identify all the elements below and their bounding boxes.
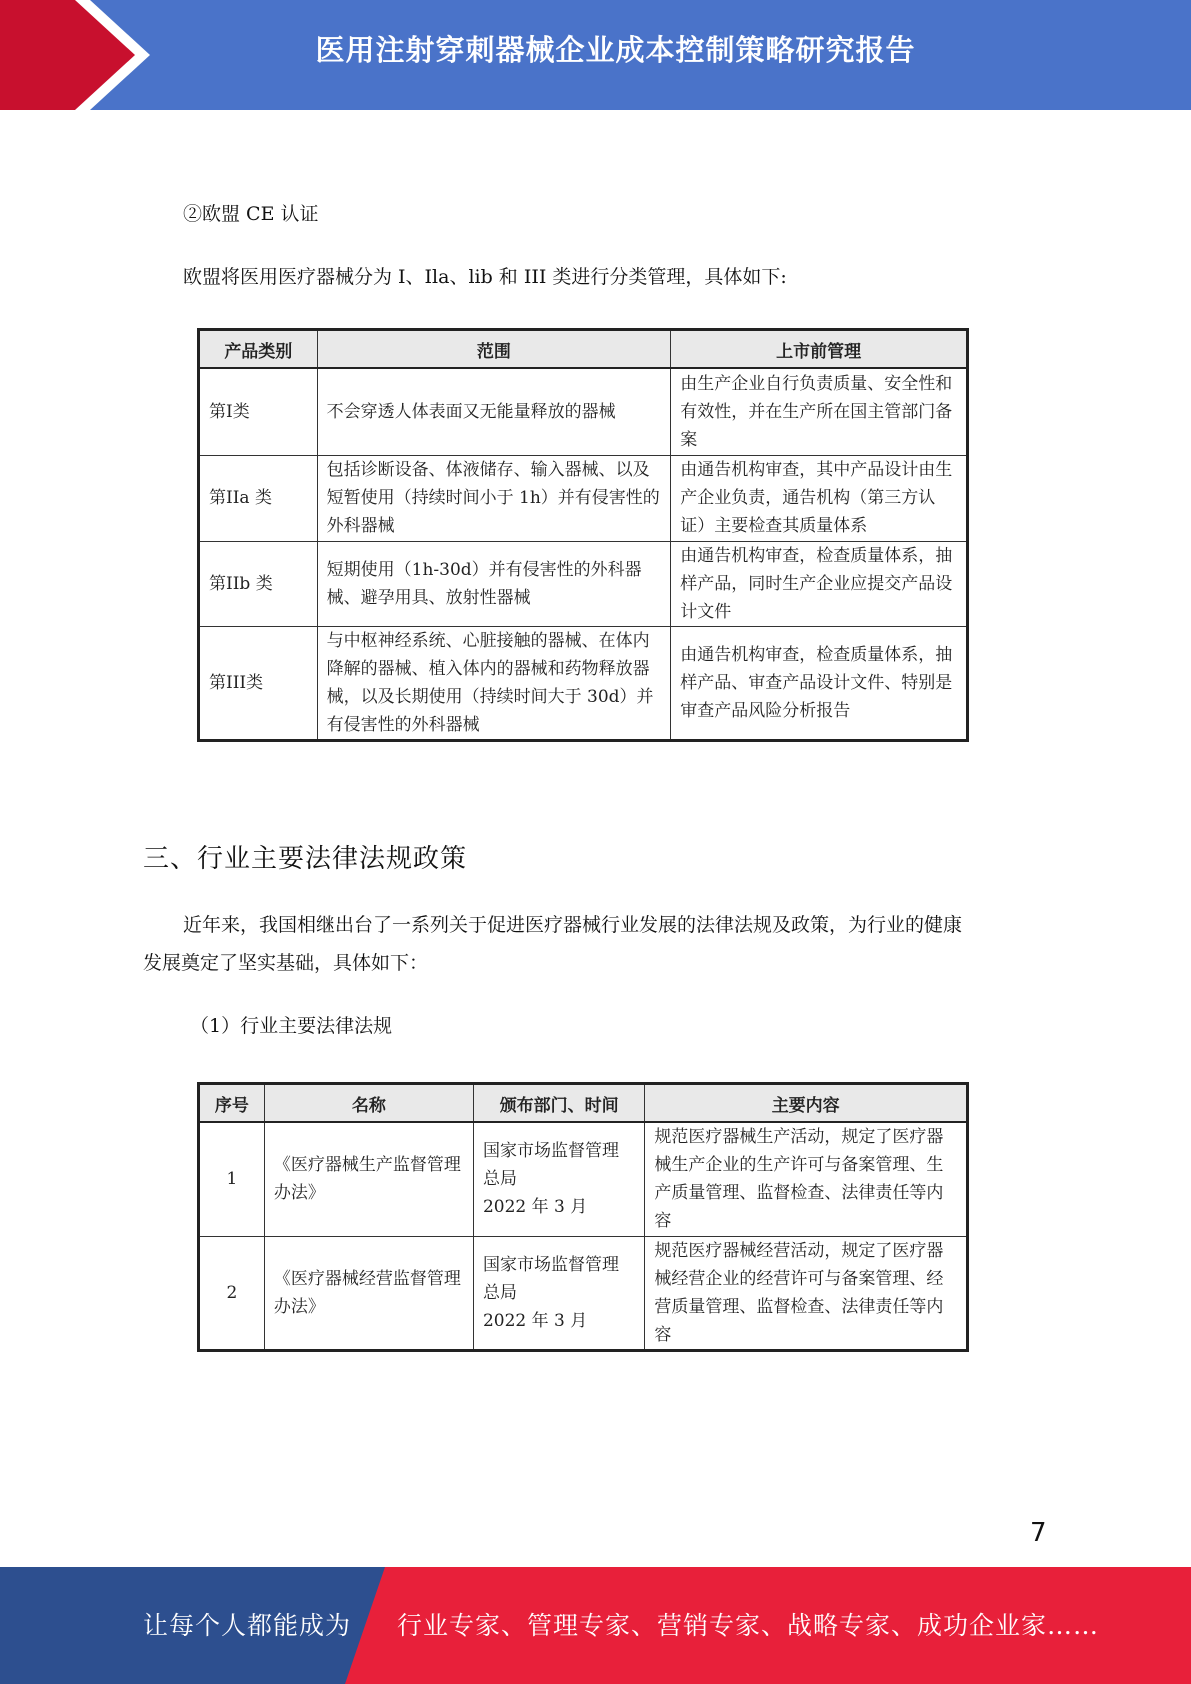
page-header bbox=[0, 0, 1191, 110]
management-cell: 由通告机构审查，检查质量体系，抽样产品，同时生产企业应提交产品设计文件 bbox=[671, 541, 968, 626]
column-header: 名称 bbox=[264, 1084, 473, 1123]
table-row bbox=[199, 626, 968, 740]
management-cell: 由生产企业自行负责质量、安全性和有效性，并在生产所在国主管部门备案 bbox=[671, 368, 968, 455]
date-text: 2022 年 3 月 bbox=[482, 1197, 588, 1218]
footer-slogan-right: 行业专家、管理专家、营销专家、战略专家、成功企业家…… bbox=[397, 1611, 1100, 1640]
management-cell: 由通告机构审查，检查质量体系，抽样产品、审查产品设计文件、特别是审查产品风险分析报告 bbox=[671, 626, 968, 740]
column-header: 上市前管理 bbox=[671, 330, 968, 369]
table-row bbox=[199, 455, 968, 541]
table-header-row bbox=[199, 1084, 968, 1123]
classification-table bbox=[197, 328, 969, 742]
dept-cell bbox=[473, 1236, 644, 1350]
name-cell: 《医疗器械生产监督管理办法》 bbox=[264, 1122, 473, 1236]
column-header: 范围 bbox=[317, 330, 671, 369]
number-cell: 2 bbox=[199, 1236, 265, 1350]
table-row bbox=[199, 1236, 968, 1350]
category-cell: 第IIb 类 bbox=[199, 541, 318, 626]
table-row bbox=[199, 1122, 968, 1236]
date-text: 2022 年 3 月 bbox=[482, 1310, 588, 1331]
table-header-row bbox=[199, 330, 968, 369]
header-title: 医用注射穿刺器械企业成本控制策略研究报告 bbox=[315, 33, 916, 67]
management-cell: 由通告机构审查，其中产品设计由生产企业负责，通告机构（第三方认证）主要检查其质量体系 bbox=[671, 455, 968, 541]
category-cell: 第I类 bbox=[199, 368, 318, 455]
section-paragraph-line1: 近年来，我国相继出台了一系列关于促进医疗器械行业发展的法律法规及政策，为行业的健康 bbox=[183, 914, 963, 936]
column-header: 序号 bbox=[199, 1084, 265, 1123]
table-row bbox=[199, 541, 968, 626]
column-header: 产品类别 bbox=[199, 330, 318, 369]
table-row bbox=[199, 368, 968, 455]
page-footer bbox=[0, 1567, 1191, 1684]
footer-slogan-left: 让每个人都能成为 bbox=[143, 1611, 352, 1640]
scope-cell: 包括诊断设备、体液储存、输入器械、以及短暂使用（持续时间小于 1h）并有侵害性的外科器械 bbox=[317, 455, 671, 541]
law-table bbox=[197, 1082, 969, 1352]
dept-text: 国家市场监督管理总局 bbox=[482, 1254, 619, 1303]
ce-subtitle: ②欧盟 CE 认证 bbox=[183, 203, 319, 225]
column-header: 主要内容 bbox=[645, 1084, 968, 1123]
scope-cell: 不会穿透人体表面又无能量释放的器械 bbox=[317, 368, 671, 455]
scope-cell: 与中枢神经系统、心脏接触的器械、在体内降解的器械、植入体内的器械和药物释放器械，以及长期使用（持续时间大于 30d）并有侵害性的外科器械 bbox=[317, 626, 671, 740]
category-cell: 第III类 bbox=[199, 626, 318, 740]
page-number: 7 bbox=[1030, 1518, 1047, 1548]
section-heading: 三、行业主要法律法规政策 bbox=[143, 844, 468, 874]
dept-text: 国家市场监督管理总局 bbox=[482, 1141, 619, 1190]
category-cell: 第IIa 类 bbox=[199, 455, 318, 541]
dept-cell bbox=[473, 1122, 644, 1236]
sub-heading: （1）行业主要法律法规 bbox=[190, 1015, 393, 1037]
scope-cell: 短期使用（1h-30d）并有侵害性的外科器械、避孕用具、放射性器械 bbox=[317, 541, 671, 626]
ce-intro: 欧盟将医用医疗器械分为 I、Ila、lib 和 III 类进行分类管理，具体如下: bbox=[183, 266, 787, 288]
content-cell: 规范医疗器械经营活动，规定了医疗器械经营企业的经营许可与备案管理、经营质量管理、监督检查、法律责任等内容 bbox=[645, 1236, 968, 1350]
column-header: 颁布部门、时间 bbox=[473, 1084, 644, 1123]
number-cell: 1 bbox=[199, 1122, 265, 1236]
section-paragraph-line2: 发展奠定了坚实基础，具体如下： bbox=[143, 952, 429, 974]
name-cell: 《医疗器械经营监督管理办法》 bbox=[264, 1236, 473, 1350]
content-cell: 规范医疗器械生产活动，规定了医疗器械生产企业的生产许可与备案管理、生产质量管理、监督检查、法律责任等内容 bbox=[645, 1122, 968, 1236]
